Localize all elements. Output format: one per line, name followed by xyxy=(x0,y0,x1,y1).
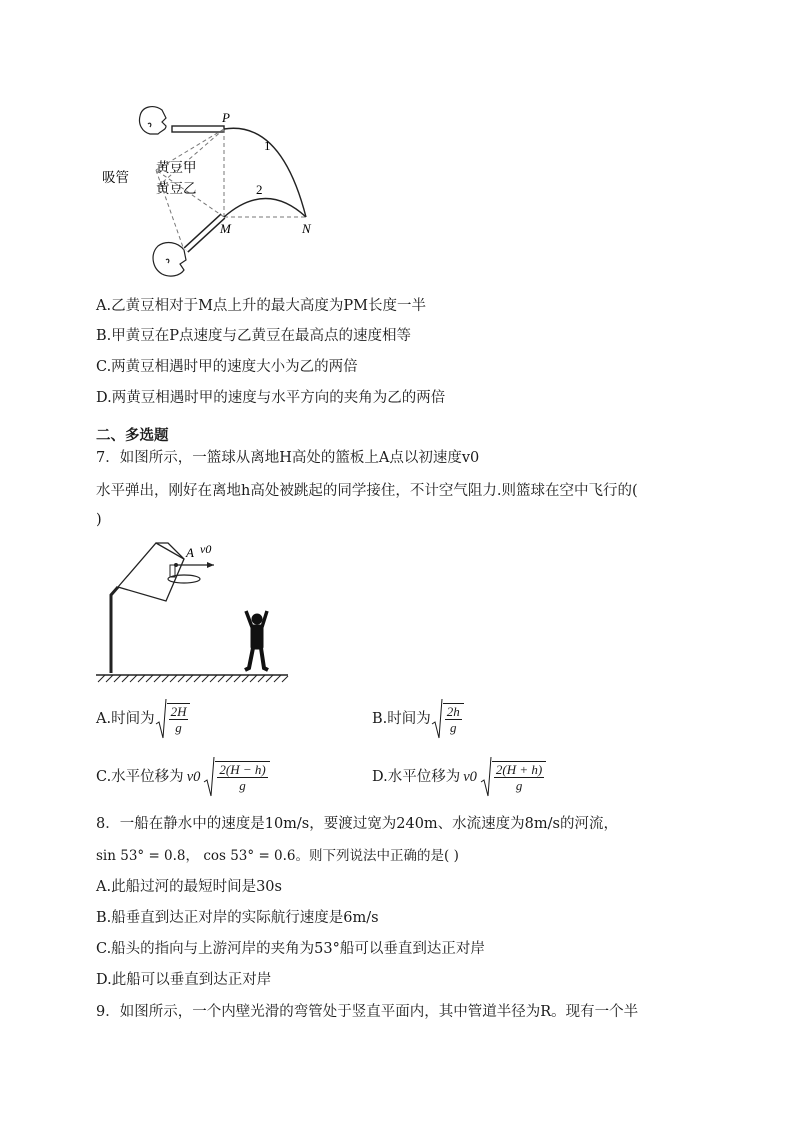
label-v0: v0 xyxy=(200,542,212,556)
hoop-icon xyxy=(168,575,200,583)
q8-option-c: C.船头的指向与上游河岸的夹角为53°船可以垂直到达正对岸 xyxy=(96,941,485,957)
jumping-person-icon xyxy=(245,611,268,670)
label-straw: 吸管 xyxy=(102,170,129,185)
q6-option-d: D.两黄豆相遇时甲的速度与水平方向的夹角为乙的两倍 xyxy=(96,390,446,406)
q6-option-b: B.甲黄豆在P点速度与乙黄豆在最高点的速度相等 xyxy=(96,328,412,344)
basketball-figure xyxy=(96,535,296,685)
label-bean-b: 黄豆乙 xyxy=(156,181,197,196)
q7-option-a xyxy=(96,698,190,740)
lower-straw xyxy=(186,216,223,250)
q9-stem-line1: 9．如图所示，一个内壁光滑的弯管处于竖直平面内，其中管道半径为R。现有一个半 xyxy=(96,1004,639,1020)
backboard xyxy=(114,543,184,601)
q6-option-c: C.两黄豆相遇时甲的速度大小为乙的两倍 xyxy=(96,359,358,375)
label-M: M xyxy=(220,221,231,236)
sqrt-icon xyxy=(155,698,167,740)
upper-straw xyxy=(172,126,224,132)
q7-option-d-denominator: g xyxy=(515,778,523,793)
label-N: N xyxy=(302,221,311,236)
label-2: 2 xyxy=(256,182,263,197)
q8-option-b: B.船垂直到达正对岸的实际航行速度是6m/s xyxy=(96,910,379,926)
q8-stem-line2: sin 53° = 0.8， cos 53° = 0.6。则下列说法中正确的是( ) xyxy=(96,848,459,864)
lower-head-icon xyxy=(153,243,186,277)
upper-head-icon xyxy=(139,107,166,134)
ground-hatching xyxy=(98,675,288,682)
hoop-pole xyxy=(111,587,118,673)
q7-option-b xyxy=(372,698,464,740)
q7-option-d-numerator: 2(H + h) xyxy=(495,762,543,777)
label-A: A xyxy=(186,545,194,560)
trajectory-2 xyxy=(224,199,306,218)
q7-option-c-v0: v0 xyxy=(186,769,201,785)
q7-option-d xyxy=(372,756,546,798)
q6-option-a: A.乙黄豆相对于M点上升的最大高度为PM长度一半 xyxy=(96,298,427,314)
bean-trajectory-figure xyxy=(96,100,326,280)
q7-stem-line1: 7．如图所示，一篮球从离地H高处的篮板上A点以初速度v0 xyxy=(96,450,480,466)
label-1: 1 xyxy=(264,138,271,153)
section-header-multi-choice: 二、多选题 xyxy=(96,427,169,444)
q7-option-b-denominator: g xyxy=(450,720,457,735)
q7-option-c xyxy=(96,756,270,798)
sqrt-icon xyxy=(431,698,443,740)
q7-option-c-denominator: g xyxy=(239,778,246,793)
label-bean-a: 黄豆甲 xyxy=(156,160,197,175)
q7-option-a-prefix: A.时间为 xyxy=(96,711,155,727)
q7-option-a-denominator: g xyxy=(175,720,182,735)
sqrt-icon xyxy=(203,756,215,798)
q7-option-b-numerator: 2h xyxy=(446,704,460,719)
q8-option-d: D.此船可以垂直到达正对岸 xyxy=(96,972,272,988)
q8-stem-line1: 8．一船在静水中的速度是10m/s，要渡过宽为240m、水流速度为8m/s的河流， xyxy=(96,816,618,832)
q7-option-d-v0: v0 xyxy=(463,769,477,785)
q7-option-c-numerator: 2(H − h) xyxy=(219,762,266,777)
q7-option-b-prefix: B.时间为 xyxy=(372,711,431,727)
q7-stem-line2: 水平弹出，刚好在离地h高处被跳起的同学接住，不计空气阻力.则篮球在空中飞行的( xyxy=(96,483,638,499)
sqrt-icon xyxy=(480,756,492,798)
q7-option-a-numerator: 2H xyxy=(170,704,187,719)
q7-option-d-prefix: D.水平位移为 xyxy=(372,769,461,785)
label-P: P xyxy=(222,110,230,125)
q7-option-c-prefix: C.水平位移为 xyxy=(96,769,184,785)
q7-stem-line3: ) xyxy=(96,512,102,528)
q8-option-a: A.此船过河的最短时间是30s xyxy=(96,879,282,895)
